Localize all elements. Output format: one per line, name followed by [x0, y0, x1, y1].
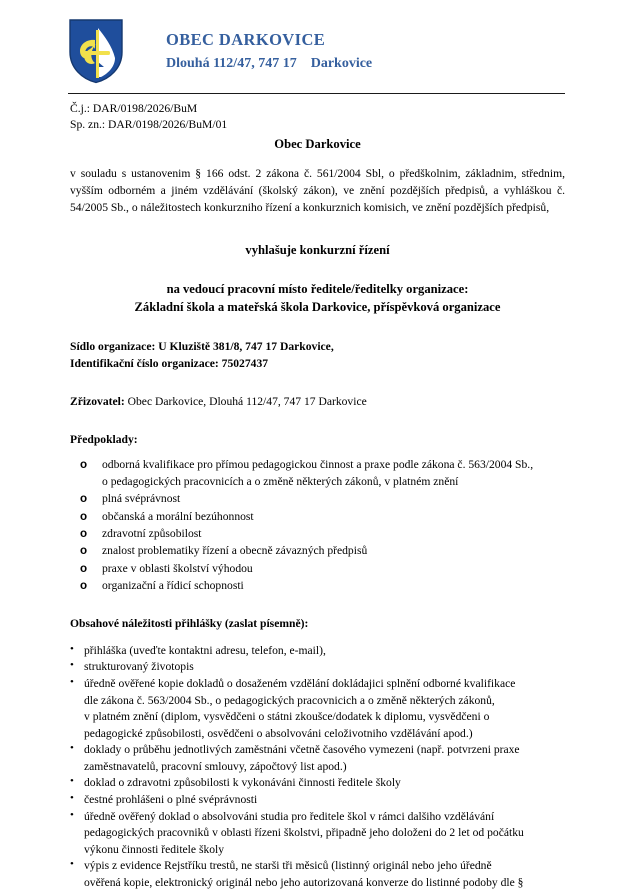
dot-bullet-icon: •: [70, 808, 74, 821]
legal-basis-paragraph: v souladu s ustanovenim § 166 odst. 2 zákona č. 561/2004 Sbl, o předškolnim, základnim, střednim, vyšším odborném a jiném vzdělávání (školský zákon), ve znění pozdějších předpisů, a vyhláškou č. 54/2005 Sb., o náležitostech konkurzniho řízení a konkurznich komisich, ve znění pozdějších předpisů,: [70, 167, 565, 214]
list-item-line: organizační a řídicí schopnosti: [102, 579, 244, 593]
list-item-line: úředně ověřené kopie dokladů o dosaženém vzdělání dokládajici splnění odborné kvalifikace: [84, 676, 516, 690]
announcement-heading: vyhlašuje konkurzní řízení: [245, 242, 390, 257]
position-line-1: na vedoucí pracovní místo ředitele/ředitelky organizace:: [166, 282, 469, 297]
list-item: [70, 742, 565, 775]
list-item-line: ověřená kopie, elektronický originál nebo jeho autorizovaná konverze do listinné podoby dle §: [84, 875, 524, 889]
organization-name: OBEC DARKOVICE: [166, 29, 326, 49]
organization-ico: Identifikační číslo organizace: 75027437: [70, 356, 269, 370]
list-item-line: odborná kvalifikace pro přímou pedagogickou činnost a praxe podle zákona č. 563/2004 Sb.,: [102, 458, 534, 472]
list-item-line: znalost problematiky řízení a obecně závazných předpisů: [102, 544, 368, 558]
circle-bullet-icon: o: [80, 579, 88, 593]
file-mark: Sp. zn.: DAR/0198/2026/BuM/01: [70, 118, 228, 132]
list-item-line: přihláška (uveďte kontaktni adresu, telefon, e-mail),: [84, 643, 326, 657]
dot-bullet-icon: •: [70, 791, 74, 804]
letterhead-text: [166, 29, 372, 74]
address-city: Darkovice: [310, 55, 373, 71]
list-item: [80, 561, 565, 577]
dot-bullet-icon: •: [70, 659, 74, 672]
obec-darkovice-coat-of-arms-icon: [68, 18, 124, 84]
prerequisites-list: [70, 457, 565, 595]
founder-value: Obec Darkovice, Dlouhá 112/47, 747 17 Darkovice: [124, 395, 367, 409]
circle-bullet-icon: o: [80, 561, 88, 575]
list-item: [80, 491, 565, 507]
list-item-line: zdravotní způsobilost: [102, 526, 202, 540]
circle-bullet-icon: o: [80, 458, 88, 472]
file-number: Č.j.: DAR/0198/2026/BuM: [70, 102, 198, 115]
document-body: [0, 94, 620, 891]
list-item: [70, 858, 565, 891]
prerequisites-label: Předpoklady:: [70, 433, 138, 447]
list-item-line: doklad o zdravotni způsobilosti k vykonáváni činnosti ředitele školy: [84, 776, 401, 790]
list-item-line: pedagogické způsobilosti, osvědčeni o absolvováni celoživotniho vzdělávání apod.): [84, 726, 473, 740]
dot-bullet-icon: •: [70, 775, 74, 788]
list-item-line: občanská a morální bezúhonnost: [102, 509, 254, 523]
letterhead: [0, 0, 620, 80]
list-item: [80, 509, 565, 525]
list-item: [70, 775, 565, 792]
list-item: [80, 543, 565, 559]
organization-address: [166, 54, 372, 74]
list-item-line: doklady o průběhu jednotlivých zaměstnáni včetně časového vymezeni (např. potvrzeni praxe: [84, 743, 520, 757]
list-item: [80, 578, 565, 594]
list-item-line: pedagogických pracovniků v oblasti řízeni školstvi, připadně jeho doloženi do 2 let od počátku: [84, 826, 524, 840]
address-street: Dlouhá 112/47, 747 17: [166, 55, 297, 71]
list-item-line: čestné prohlášeni o plné svéprávnosti: [84, 792, 258, 806]
list-item: [80, 457, 565, 490]
position-heading: [70, 281, 565, 317]
dot-bullet-icon: •: [70, 642, 74, 655]
circle-bullet-icon: o: [80, 509, 88, 523]
dot-bullet-icon: •: [70, 742, 74, 755]
list-item-line: výkonu činnosti ředitele školy: [84, 842, 225, 856]
circle-bullet-icon: o: [80, 526, 88, 540]
organization-details: [70, 339, 565, 373]
list-item-line: o pedagogických pracovnicích a o změně některých zákonů, v platném znění: [102, 474, 459, 488]
list-item: [70, 809, 565, 859]
application-requirements-label: Obsahové náležitosti přihlášky (zaslat písemně):: [70, 616, 309, 630]
list-item: [70, 792, 565, 809]
list-item-line: praxe v oblasti školství výhodou: [102, 561, 253, 575]
list-item: [70, 643, 565, 660]
list-item-line: dle zákona č. 563/2004 Sb., o pedagogických pracovnicich a o změně některých zákonů,: [84, 693, 495, 707]
list-item-line: v platném znění (diplom, vysvědčeni o státni zkoušce/dodatek k diplomu, vysvědčeni o: [84, 710, 490, 724]
list-item-line: zaměstnavatelů, pracovní smlouvy, zápočtový list apod.): [84, 759, 347, 773]
organization-seat: Sídlo organizace: U Kluziště 381/8, 747 17 Darkovice,: [70, 339, 334, 353]
circle-bullet-icon: o: [80, 492, 88, 506]
list-item: [70, 659, 565, 676]
list-item: [80, 526, 565, 542]
application-requirements-list: [70, 643, 565, 891]
founder-line: [70, 394, 565, 411]
list-item-line: výpis z evidence Rejstříku trestů, ne starši tři měsiců (listinný originál nebo jeho úředně: [84, 859, 492, 873]
list-item-line: strukturovaný životopis: [84, 660, 194, 674]
list-item: [70, 676, 565, 742]
founder-label: Zřizovatel:: [70, 395, 125, 409]
list-item-line: úředně ověřený doklad o absolvováni studia pro ředitele škol v rámci dalšiho vzdělávání: [84, 809, 495, 823]
dot-bullet-icon: •: [70, 858, 74, 871]
dot-bullet-icon: •: [70, 675, 74, 688]
circle-bullet-icon: o: [80, 544, 88, 558]
list-item-line: plná svéprávnost: [102, 492, 181, 506]
position-line-2: Základní škola a mateřská škola Darkovice, příspěvková organizace: [134, 299, 501, 314]
issuer-title: Obec Darkovice: [274, 136, 361, 151]
